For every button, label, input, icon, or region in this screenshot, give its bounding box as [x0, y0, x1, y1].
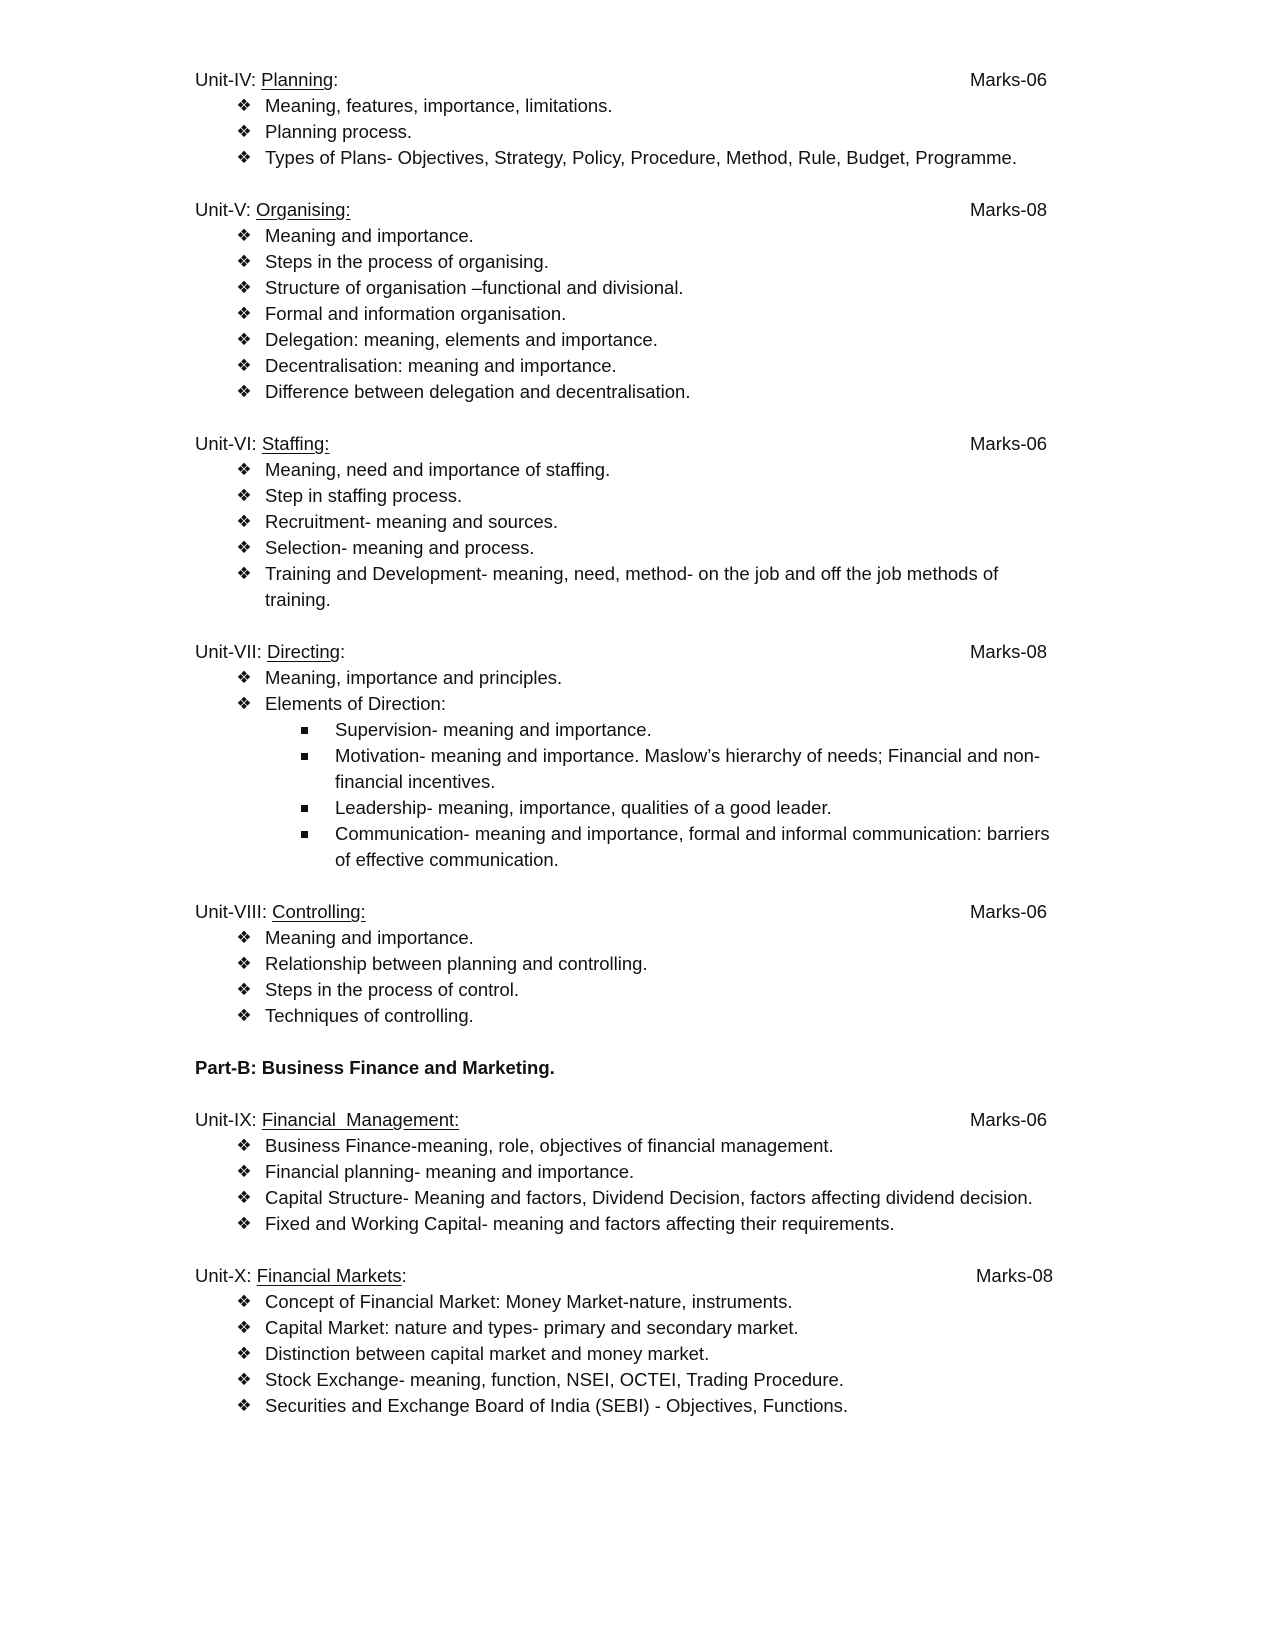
diamond-bullet-icon: ❖ [236, 1214, 252, 1234]
diamond-bullet-icon: ❖ [236, 356, 252, 376]
list-item: ❖ Training and Development- meaning, need, method- on the job and off the job methods of training. [195, 561, 1065, 613]
list-item: ❖ Financial planning- meaning and importance. [195, 1159, 1065, 1185]
diamond-bullet-icon: ❖ [236, 1292, 252, 1312]
square-bullet-icon [301, 831, 308, 838]
list-item: ❖ Capital Market: nature and types- primary and secondary market. [195, 1315, 1065, 1341]
part-b-heading: Part-B: Business Finance and Marketing. [195, 1057, 555, 1078]
diamond-bullet-icon: ❖ [236, 1344, 252, 1364]
square-bullet-icon [301, 753, 308, 760]
list-item: ❖ Meaning and importance. [195, 925, 1065, 951]
list-item: ❖ Selection- meaning and process. [195, 535, 1065, 561]
list-item: ❖ Meaning, need and importance of staffing. [195, 457, 1065, 483]
unit-prefix: Unit-X: [195, 1265, 257, 1286]
unit-prefix: Unit-VIII: [195, 901, 273, 922]
unit-topic: Financial Markets [256, 1265, 402, 1286]
list-item: ❖ Meaning and importance. [195, 223, 1065, 249]
diamond-bullet-icon: ❖ [236, 1188, 252, 1208]
unit-prefix: Unit-V: [195, 199, 256, 220]
unit-heading [195, 1263, 1065, 1289]
diamond-bullet-icon: ❖ [236, 1370, 252, 1390]
square-bullet-icon [301, 805, 308, 812]
list-item: ❖ Steps in the process of organising. [195, 249, 1065, 275]
list-item: ❖ Techniques of controlling. [195, 1003, 1065, 1029]
sub-list-item: Supervision- meaning and importance. [195, 717, 1065, 743]
list-item: ❖ Types of Plans- Objectives, Strategy, Policy, Procedure, Method, Rule, Budget, Programme. [195, 145, 1065, 171]
unit-topic: Controlling: [272, 901, 366, 922]
list-item: ❖ Recruitment- meaning and sources. [195, 509, 1065, 535]
list-item: ❖ Stock Exchange- meaning, function, NSEI, OCTEI, Trading Procedure. [195, 1367, 1065, 1393]
diamond-bullet-icon: ❖ [236, 1396, 252, 1416]
unit-x [195, 1263, 1065, 1419]
unit-heading [195, 431, 1065, 457]
list-item: ❖ Steps in the process of control. [195, 977, 1065, 1003]
unit-heading [195, 67, 1065, 93]
diamond-bullet-icon: ❖ [236, 928, 252, 948]
diamond-bullet-icon: ❖ [236, 486, 252, 506]
unit-topic: Planning [261, 69, 334, 90]
unit-suffix: : [339, 641, 346, 662]
unit-prefix: Unit-IV: [195, 69, 262, 90]
diamond-bullet-icon: ❖ [236, 1136, 252, 1156]
diamond-bullet-icon: ❖ [236, 382, 252, 402]
unit-prefix: Unit-VII: [195, 641, 267, 662]
unit-v [195, 197, 1065, 405]
diamond-bullet-icon: ❖ [236, 460, 252, 480]
diamond-bullet-icon: ❖ [236, 694, 252, 714]
unit-suffix: : [333, 69, 339, 90]
unit-topic: Directing [266, 641, 340, 662]
list-item: ❖ Structure of organisation –functional and divisional. [195, 275, 1065, 301]
unit-heading [195, 639, 1065, 665]
list-item: ❖ Concept of Financial Market: Money Market-nature, instruments. [195, 1289, 1065, 1315]
sub-list-item: Motivation- meaning and importance. Maslow’s hierarchy of needs; Financial and non-financial incentives. [195, 743, 1065, 795]
list-item: ❖ Meaning, importance and principles. [195, 665, 1065, 691]
unit-marks: Marks-06 [970, 69, 1048, 90]
diamond-bullet-icon: ❖ [236, 538, 252, 558]
list-item: ❖ Formal and information organisation. [195, 301, 1065, 327]
list-item: ❖ Distinction between capital market and money market. [195, 1341, 1065, 1367]
diamond-bullet-icon: ❖ [236, 1162, 252, 1182]
list-item: ❖ Fixed and Working Capital- meaning and factors affecting their requirements. [195, 1211, 1065, 1237]
diamond-bullet-icon: ❖ [236, 564, 252, 584]
diamond-bullet-icon: ❖ [236, 304, 252, 324]
unit-vii [195, 639, 1065, 873]
unit-prefix: Unit-IX: [195, 1109, 262, 1130]
syllabus-page [195, 67, 1065, 1445]
diamond-bullet-icon: ❖ [236, 226, 252, 246]
unit-marks: Marks-06 [970, 1109, 1048, 1130]
list-item: ❖ Planning process. [195, 119, 1065, 145]
unit-topic: Organising: [256, 199, 351, 220]
unit-marks: Marks-06 [970, 433, 1048, 454]
diamond-bullet-icon: ❖ [236, 512, 252, 532]
unit-ix [195, 1107, 1065, 1237]
unit-heading [195, 197, 1065, 223]
list-item: ❖ Elements of Direction: [195, 691, 1065, 717]
sub-list-item: Leadership- meaning, importance, qualities of a good leader. [195, 795, 1065, 821]
list-item: ❖ Capital Structure- Meaning and factors, Dividend Decision, factors affecting dividend decision. [195, 1185, 1065, 1211]
list-item: ❖ Step in staffing process. [195, 483, 1065, 509]
list-item: ❖ Difference between delegation and decentralisation. [195, 379, 1065, 405]
diamond-bullet-icon: ❖ [236, 96, 252, 116]
diamond-bullet-icon: ❖ [236, 668, 252, 688]
unit-suffix: : [401, 1265, 407, 1286]
list-item: ❖ Meaning, features, importance, limitations. [195, 93, 1065, 119]
square-bullet-icon [301, 727, 308, 734]
unit-heading [195, 899, 1065, 925]
unit-heading [195, 1107, 1065, 1133]
diamond-bullet-icon: ❖ [236, 122, 252, 142]
unit-topic: Staffing: [261, 433, 330, 454]
unit-marks: Marks-06 [970, 901, 1048, 922]
unit-prefix: Unit-VI: [195, 433, 262, 454]
unit-marks: Marks-08 [970, 199, 1048, 220]
unit-viii [195, 899, 1065, 1029]
unit-marks: Marks-08 [970, 641, 1048, 662]
list-item: ❖ Relationship between planning and controlling. [195, 951, 1065, 977]
unit-vi [195, 431, 1065, 613]
diamond-bullet-icon: ❖ [236, 954, 252, 974]
list-item: ❖ Delegation: meaning, elements and importance. [195, 327, 1065, 353]
diamond-bullet-icon: ❖ [236, 252, 252, 272]
diamond-bullet-icon: ❖ [236, 330, 252, 350]
unit-marks: Marks-08 [976, 1265, 1054, 1286]
unit-topic: Financial Management: [261, 1109, 460, 1130]
list-item: ❖ Securities and Exchange Board of India (SEBI) - Objectives, Functions. [195, 1393, 1065, 1419]
diamond-bullet-icon: ❖ [236, 148, 252, 168]
diamond-bullet-icon: ❖ [236, 1006, 252, 1026]
list-item: ❖ Decentralisation: meaning and importance. [195, 353, 1065, 379]
sub-list-item: Communication- meaning and importance, formal and informal communication: barriers of effective communication. [195, 821, 1065, 873]
diamond-bullet-icon: ❖ [236, 980, 252, 1000]
diamond-bullet-icon: ❖ [236, 1318, 252, 1338]
unit-iv [195, 67, 1065, 171]
list-item: ❖ Business Finance-meaning, role, objectives of financial management. [195, 1133, 1065, 1159]
diamond-bullet-icon: ❖ [236, 278, 252, 298]
